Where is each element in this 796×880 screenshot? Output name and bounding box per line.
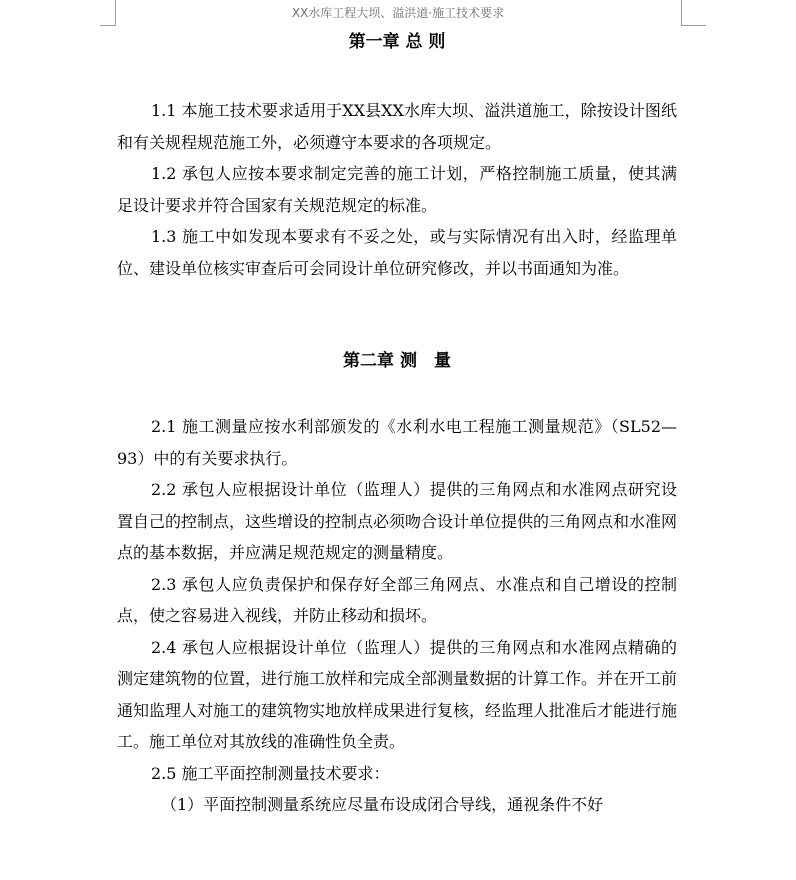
paragraph-2-5-1: （1）平面控制测量系统应尽量布设成闭合导线，通视条件不好 — [161, 795, 604, 814]
paragraph-2-3: 2.3 承包人应负责保护和保存好全部三角网点、水准点和自己增设的控制点，使之容易进入视线，并防止移动和损坏。 — [117, 574, 677, 625]
paragraph-1-1: 1.1 本施工技术要求适用于XX县XX水库大坝、溢洪道施工，除按设计图纸和有关规程规范施工外，必须遵守本要求的各项规定。 — [117, 101, 677, 152]
chapter-1-title: 第一章 总 则 — [348, 32, 446, 52]
paragraph-2-4: 2.4 承包人应根据设计单位（监理人）提供的三角网点和水准网点精确的测定建筑物的位置，进行施工放样和完成全部测量数据的计算工作。并在开工前通知监理人对施工的建筑物实地放样成果进行复核，经监理人批准后才能进行施工。施工单位对其放线的准确性负全责。 — [117, 637, 678, 751]
paragraph-2-5: 2.5 施工平面控制测量技术要求： — [151, 763, 390, 783]
running-header: XX水库工程大坝、溢洪道·施工技术要求 — [291, 6, 505, 20]
paragraph-2-1: 2.1 施工测量应按水利部颁发的《水利水电工程施工测量规范》（SL52—93）中的有关要求执行。 — [117, 417, 677, 468]
paragraph-1-2: 1.2 承包人应按本要求制定完善的施工计划，严格控制施工质量，使其满足设计要求并符合国家有关规范规定的标准。 — [117, 164, 677, 215]
paragraph-1-3: 1.3 施工中如发现本要求有不妥之处，或与实际情况有出入时，经监理单位、建设单位核实审查后可会同设计单位研究修改，并以书面通知为准。 — [117, 227, 677, 278]
chapter-2-title: 第二章 测 量 — [343, 351, 451, 371]
document-body — [117, 27, 677, 821]
paragraph-2-2: 2.2 承包人应根据设计单位（监理人）提供的三角网点和水准网点研究设置自己的控制点，这些增设的控制点必须吻合设计单位提供的三角网点和水准网点的基本数据，并应满足规范规定的测量精度。 — [117, 480, 678, 562]
